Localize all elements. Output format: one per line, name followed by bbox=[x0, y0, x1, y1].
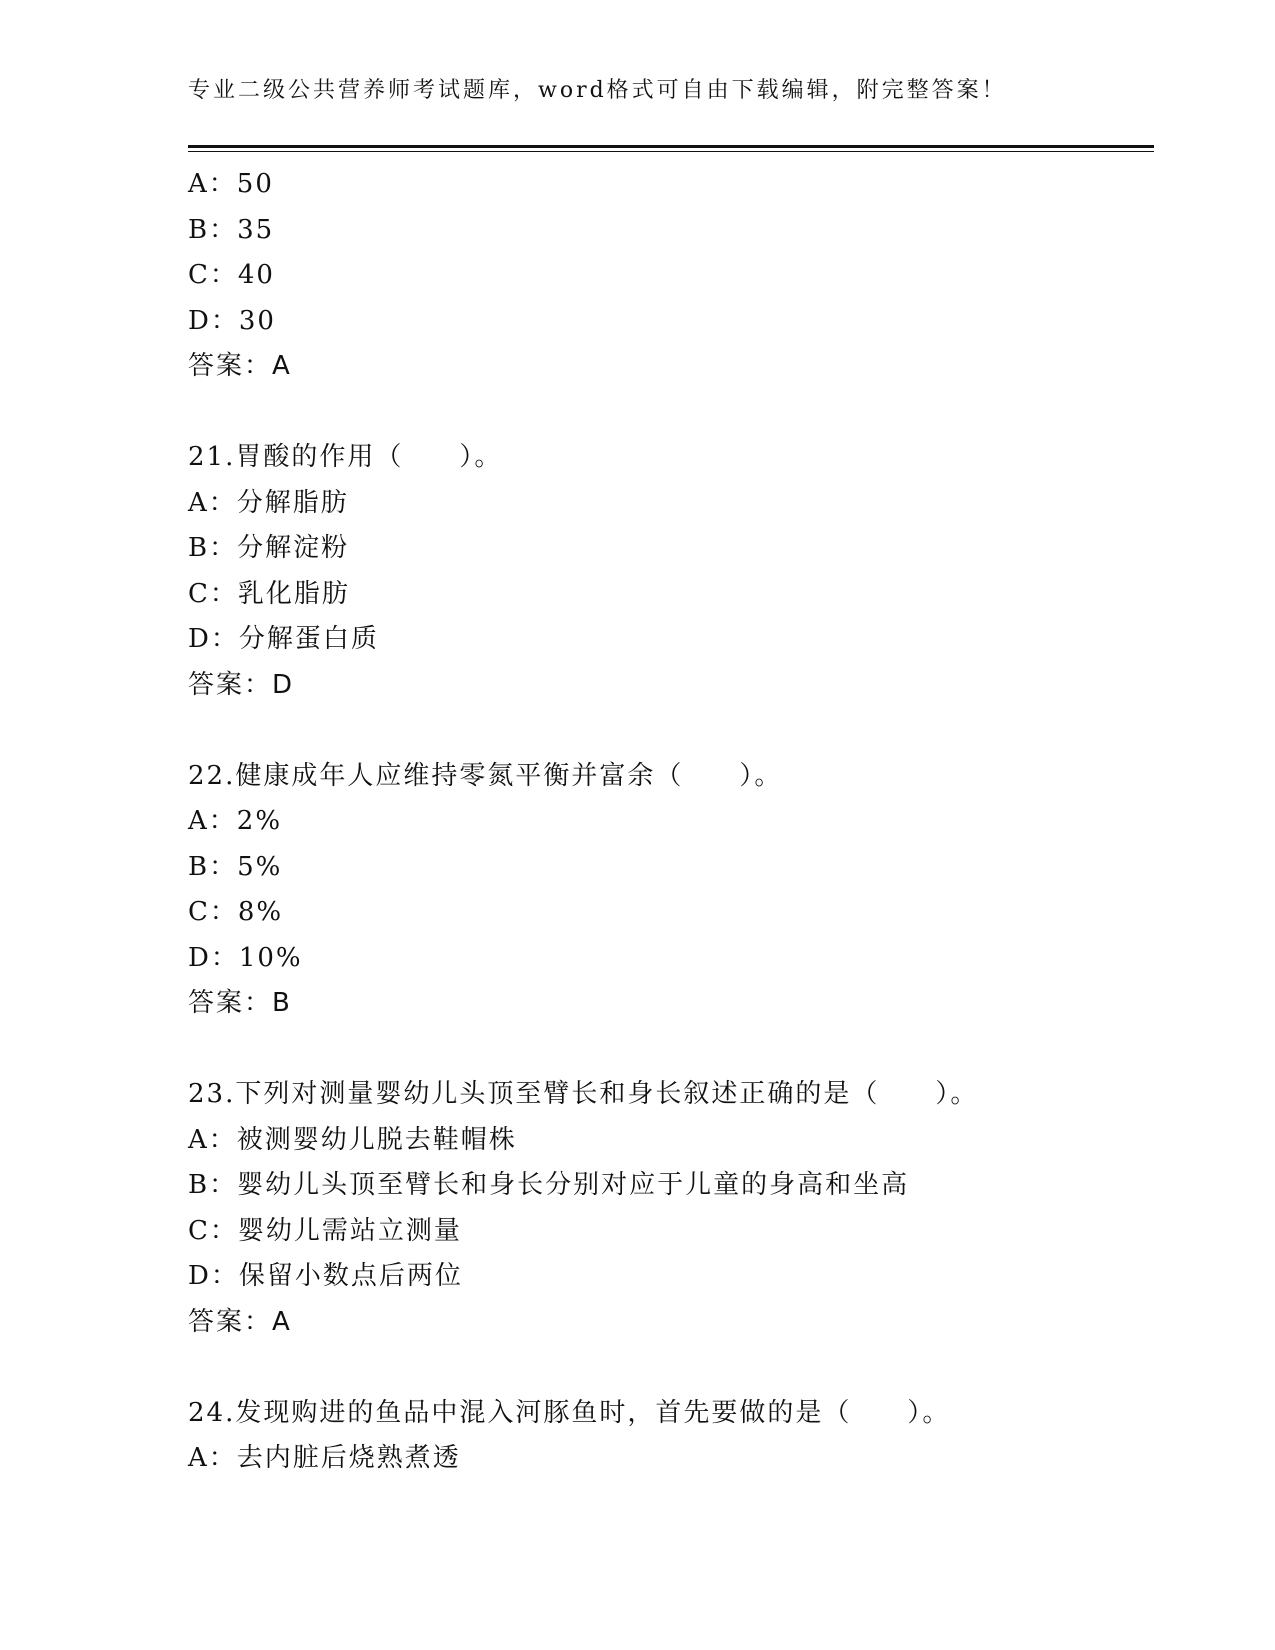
option-c: C：乳化脂肪 bbox=[188, 578, 350, 609]
question-21-block bbox=[188, 435, 1154, 708]
header-rule-thick bbox=[188, 145, 1154, 148]
option-b: B：分解淀粉 bbox=[188, 533, 350, 563]
document-header: 专业二级公共营养师考试题库，word格式可自由下载编辑，附完整答案！ bbox=[188, 78, 1007, 103]
answer-line: 答案：B bbox=[188, 988, 292, 1018]
answer-line: 答案：A bbox=[188, 1306, 292, 1337]
question-22-block bbox=[188, 754, 1154, 1027]
document-body bbox=[188, 162, 1154, 1482]
option-c: C：8% bbox=[188, 897, 284, 927]
option-a: A：50 bbox=[188, 169, 274, 199]
question-text: 21.胃酸的作用（ ）。 bbox=[188, 442, 503, 472]
answer-line: 答案：D bbox=[188, 669, 295, 700]
option-d: D：分解蛋白质 bbox=[188, 624, 379, 654]
question-24-block bbox=[188, 1391, 1154, 1482]
spacer bbox=[188, 1027, 1154, 1073]
option-c: C：婴幼儿需站立测量 bbox=[188, 1215, 462, 1246]
option-d: D：30 bbox=[188, 305, 276, 336]
spacer bbox=[188, 708, 1154, 754]
spacer bbox=[188, 390, 1154, 436]
option-b: B：婴幼儿头顶至臂长和身长分别对应于儿童的身高和坐高 bbox=[188, 1170, 910, 1200]
question-text: 24.发现购进的鱼品中混入河豚鱼时，首先要做的是（ ）。 bbox=[188, 1397, 951, 1428]
question-text: 22.健康成年人应维持零氮平衡并富余（ ）。 bbox=[188, 760, 783, 791]
header-rule-thin bbox=[188, 151, 1154, 152]
option-b: B：5% bbox=[188, 851, 283, 882]
option-a: A：去内脏后烧熟煮透 bbox=[188, 1443, 461, 1473]
spacer bbox=[188, 1345, 1154, 1391]
option-a: A：分解脂肪 bbox=[188, 487, 349, 518]
option-a: A：被测婴幼儿脱去鞋帽株 bbox=[188, 1124, 517, 1155]
question-20-block bbox=[188, 162, 1154, 390]
answer-line: 答案：A bbox=[188, 351, 292, 381]
option-d: D：10% bbox=[188, 942, 303, 973]
option-b: B：35 bbox=[188, 214, 275, 245]
option-c: C：40 bbox=[188, 260, 275, 290]
option-a: A：2% bbox=[188, 806, 283, 836]
question-23-block bbox=[188, 1072, 1154, 1345]
question-text: 23.下列对测量婴幼儿头顶至臂长和身长叙述正确的是（ ）。 bbox=[188, 1079, 979, 1109]
option-d: D：保留小数点后两位 bbox=[188, 1261, 463, 1291]
